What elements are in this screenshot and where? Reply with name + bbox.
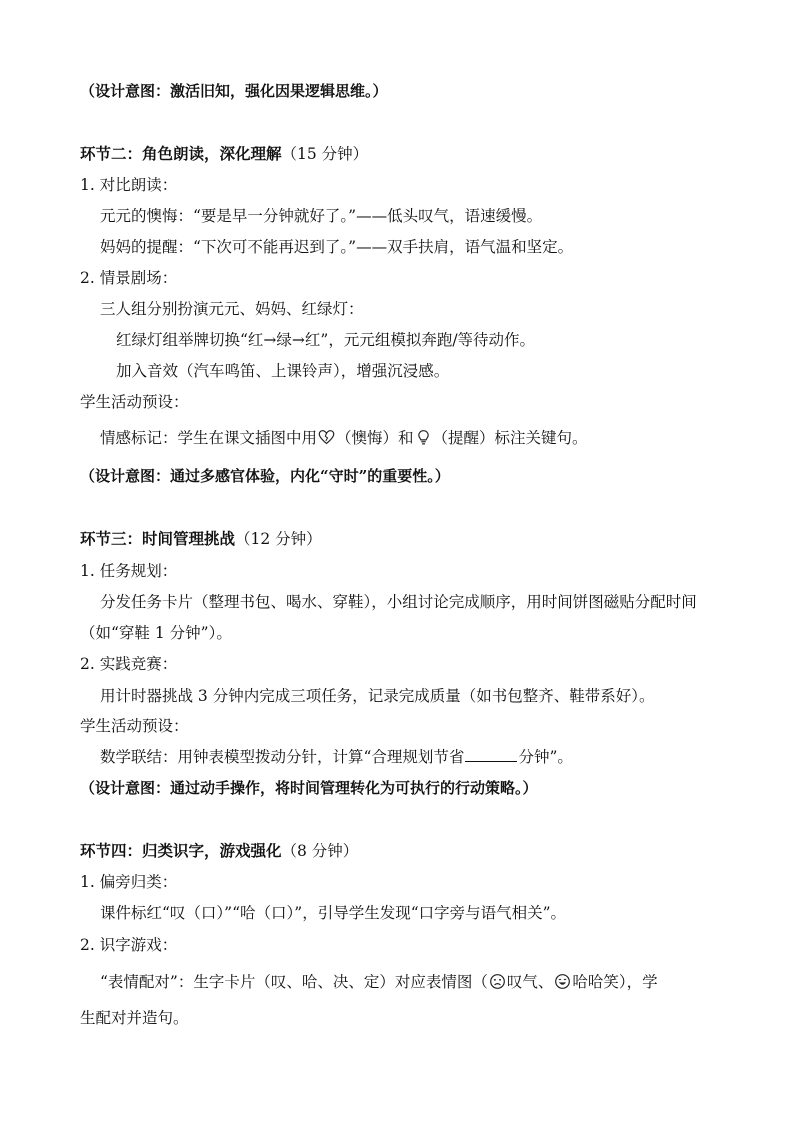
preset-text-1: 数学联结：用钟表模型拨动分针，计算“合理规划节省 [100, 748, 465, 766]
section4-item1-label: 1. 偏旁归类： [80, 873, 178, 891]
game-text-3: 哈哈笑），学 [572, 973, 658, 991]
broken-heart-icon [318, 429, 335, 446]
preset-text-2: （懊悔）和 [336, 429, 414, 447]
section2-item1-line2: 妈妈的提醒：“下次可不能再迟到了。”——双手扶肩，语气温和坚定。 [100, 238, 574, 256]
laughing-face-icon [554, 973, 571, 990]
section2-item1-line1: 元元的懊悔：“要是早一分钟就好了。”——低头叹气，语速缓慢。 [100, 207, 543, 225]
section4-duration: （8 分钟） [281, 842, 359, 860]
section2-preset-label: 学生活动预设： [80, 393, 189, 411]
section3-title: 环节三：时间管理挑战 [80, 529, 236, 548]
section4-item2-line2: 生配对并造句。 [80, 1009, 189, 1027]
section3-item1-label: 1. 任务规划： [80, 562, 178, 580]
section2-item2-line2: 红绿灯组举牌切换“红→绿→红”，元元组模拟奔跑/等待动作。 [116, 331, 536, 349]
section3-design-intent: （设计意图：通过动手操作，将时间管理转化为可执行的行动策略。） [80, 779, 538, 797]
section4-title: 环节四：归类识字，游戏强化 [80, 841, 282, 860]
lightbulb-icon [415, 429, 432, 446]
section2-item2-line3: 加入音效（汽车鸣笛、上课铃声），增强沉浸感。 [116, 362, 450, 380]
section4-item2-label: 2. 识字游戏： [80, 936, 178, 954]
fill-blank [465, 747, 517, 762]
design-intent-1: （设计意图：激活旧知，强化因果逻辑思维。） [80, 82, 388, 100]
section3-item2-line1: 用计时器挑战 3 分钟内完成三项任务，记录完成质量（如书包整齐、鞋带系好）。 [100, 687, 655, 705]
game-text-1: “表情配对”：生字卡片（叹、哈、决、定）对应表情图（ [100, 973, 488, 991]
preset-text-1: 情感标记：学生在课文插图中用 [100, 429, 318, 447]
section2-duration: （15 分钟） [281, 145, 369, 163]
section3-heading [80, 529, 322, 549]
section4-item1-line1: 课件标红“叹（口）”“哈（口）”，引导学生发现“口字旁与语气相关”。 [100, 904, 567, 922]
section2-title: 环节二：角色朗读，深化理解 [80, 144, 282, 163]
section3-preset-line [100, 747, 573, 767]
game-text-2: 叹气、 [506, 973, 554, 991]
section3-item1-line1: 分发任务卡片（整理书包、喝水、穿鞋），小组讨论完成顺序，用时间饼图磁贴分配时间 [100, 593, 697, 611]
section3-item1-line2: （如“穿鞋 1 分钟”）。 [80, 624, 232, 642]
section4-item2-line1 [100, 972, 658, 992]
preset-text-3: （提醒）标注关键句。 [432, 429, 588, 447]
section3-duration: （12 分钟） [235, 530, 322, 548]
preset-text-2: 分钟”。 [518, 748, 573, 766]
section2-heading [80, 144, 368, 164]
section4-heading [80, 841, 358, 861]
sad-face-icon [489, 973, 506, 990]
section3-item2-label: 2. 实践竞赛： [80, 655, 178, 673]
section2-preset-line [100, 428, 588, 448]
section3-preset-label: 学生活动预设： [80, 717, 189, 735]
section2-item1-label: 1. 对比朗读： [80, 176, 178, 194]
section2-item2-line1: 三人组分别扮演元元、妈妈、红绿灯： [100, 300, 364, 318]
section2-design-intent: （设计意图：通过多感官体验，内化“守时”的重要性。） [80, 467, 450, 485]
section2-item2-label: 2. 情景剧场： [80, 269, 178, 287]
